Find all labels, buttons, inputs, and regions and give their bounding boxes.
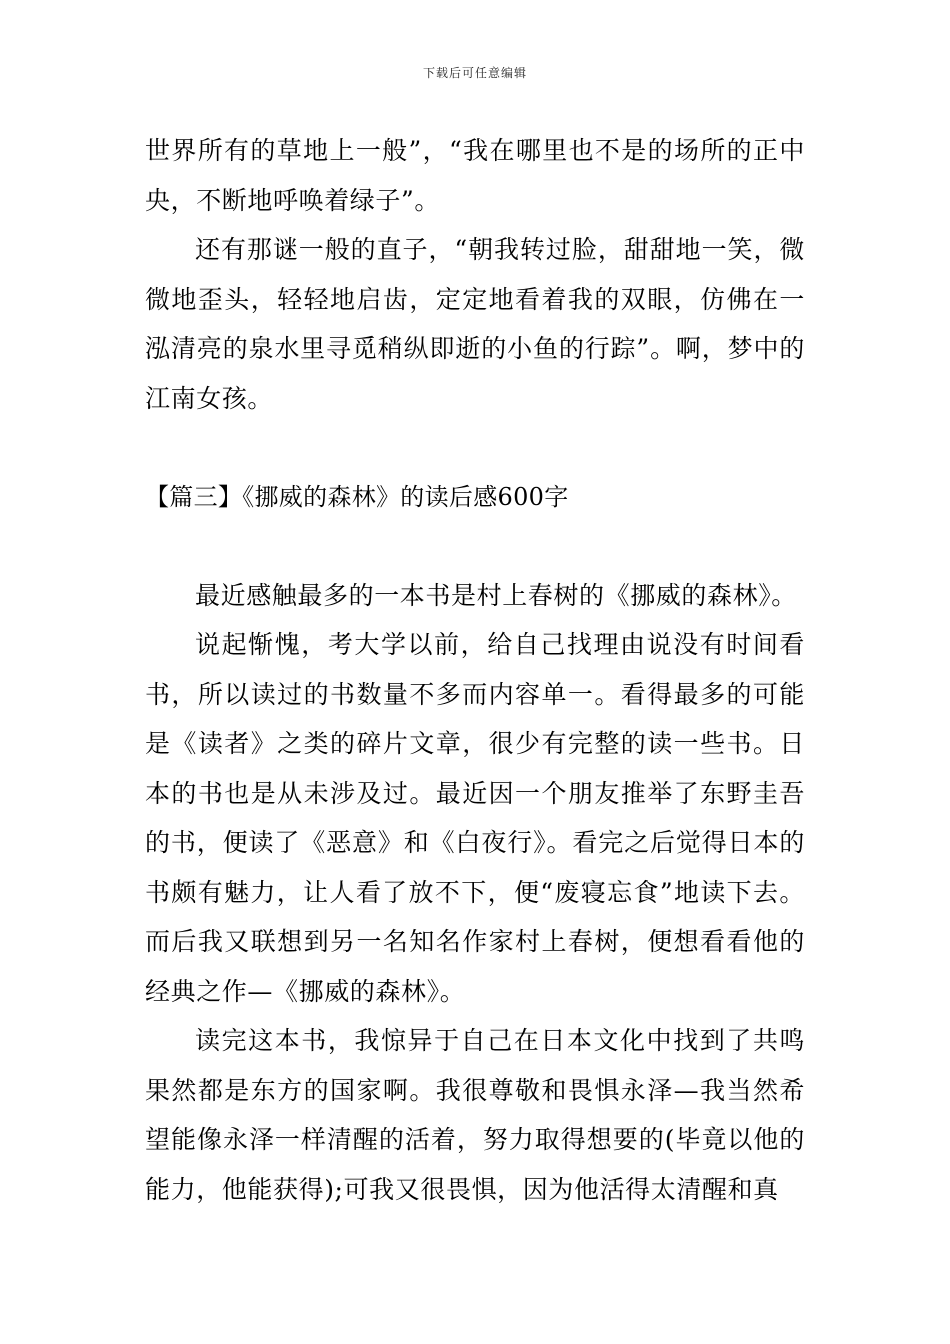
paragraph-top-1: 世界所有的草地上一般”，“我在哪里也不是的场所的正中央，不断地呼唤着绿子”。: [145, 136, 805, 215]
document-body: [145, 126, 805, 1214]
paragraph-bottom-1: 最近感触最多的一本书是村上春树的《挪威的森林》。: [195, 580, 797, 610]
spacer: [145, 523, 805, 571]
paragraph-bottom-3: 读完这本书，我惊异于自己在日本文化中找到了共鸣果然都是东方的国家啊。我很尊敬和畏惧永泽—我当然希望能像永泽一样清醒的活着，努力取得想要的(毕竟以他的能力，他能获得);可我又很畏惧，因为他活得太清醒和真: [145, 1026, 805, 1204]
page-header: 下载后可任意编辑: [422, 66, 527, 80]
paragraph-bottom-2: 说起惭愧，考大学以前，给自己找理由说没有时间看书，所以读过的书数量不多而内容单一。看得最多的可能是《读者》之类的碎片文章，很少有完整的读一些书。日本的书也是从未涉及过。最近因一个朋友推举了东野圭吾的书，便读了《恶意》和《白夜行》。看完之后觉得日本的书颇有魅力，让人看了放不下，便“废寝忘食”地读下去。而后我又联想到另一名知名作家村上春树，便想看看他的经典之作—《挪威的森林》。: [145, 630, 805, 1006]
spacer: [145, 423, 805, 473]
section-heading: 【篇三】《挪威的森林》的读后感600字: [145, 483, 569, 511]
paragraph-top-2: 还有那谜一般的直子，“朝我转过脸，甜甜地一笑，微微地歪头，轻轻地启齿，定定地看着我的双眼，仿佛在一泓清亮的泉水里寻觅稍纵即逝的小鱼的行踪”。啊，梦中的江南女孩。: [145, 235, 805, 413]
